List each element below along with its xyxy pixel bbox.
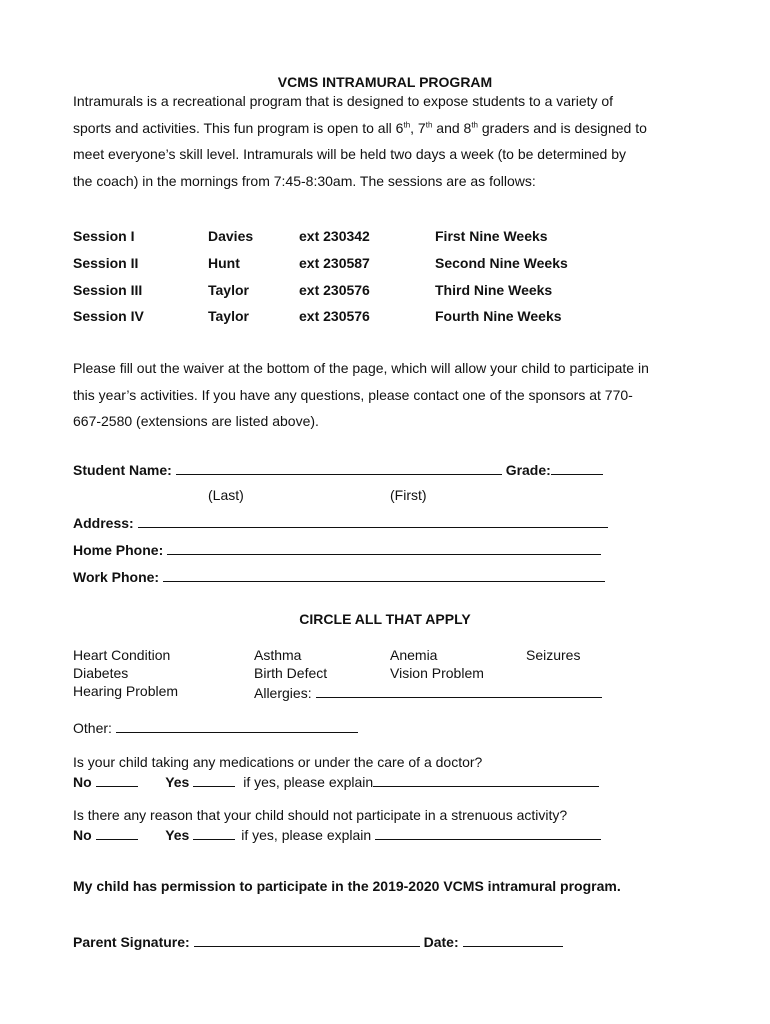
session-name: Session IV: [73, 308, 144, 324]
grade-field[interactable]: [551, 460, 603, 475]
home-phone-row: [73, 540, 601, 558]
session-sponsor: Taylor: [208, 282, 249, 298]
condition-birth-defect[interactable]: Birth Defect: [254, 665, 328, 681]
medications-explain-field[interactable]: [373, 772, 599, 787]
condition-anemia[interactable]: Anemia: [390, 647, 438, 663]
parent-signature-label: Parent Signature:: [73, 934, 190, 950]
waiver-line-3: 667-2580 (extensions are listed above).: [73, 413, 319, 430]
intro-line-4: the coach) in the mornings from 7:45-8:30am. The sessions are as follows:: [73, 173, 536, 190]
session-name: Session II: [73, 255, 139, 271]
date-label: Date:: [423, 934, 459, 950]
session-ext: ext 230576: [299, 308, 370, 324]
medications-answer-row: [73, 772, 599, 790]
strenuous-explain-field[interactable]: [375, 825, 601, 840]
waiver-line-1: Please fill out the waiver at the bottom of the page, which will allow your child to participate in: [73, 360, 649, 376]
session-ext: ext 230587: [299, 255, 370, 271]
allergies-label: Allergies:: [254, 685, 312, 701]
allergies-field[interactable]: [316, 683, 602, 698]
grade-label: Grade:: [505, 462, 551, 478]
strenuous-yes-label: Yes: [165, 827, 190, 843]
other-field[interactable]: [116, 718, 358, 733]
work-phone-row: [73, 567, 605, 585]
condition-hearing[interactable]: Hearing Problem: [73, 683, 179, 699]
session-period: Second Nine Weeks: [435, 255, 568, 271]
session-name: Session I: [73, 228, 135, 244]
medications-yes-label: Yes: [165, 774, 190, 790]
medications-yes-field[interactable]: [193, 772, 235, 787]
session-ext: ext 230576: [299, 282, 370, 298]
last-name-hint: (Last): [208, 487, 244, 503]
intro-line-1: Intramurals is a recreational program that is designed to expose students to a variety of: [73, 93, 614, 109]
intro-line-2: sports and activities. This fun program is open to all 6th, 7th and 8th graders and is designed to: [73, 119, 647, 136]
medications-no-field[interactable]: [96, 772, 138, 787]
other-label: Other:: [73, 720, 112, 736]
session-sponsor: Taylor: [208, 308, 249, 324]
strenuous-no-field[interactable]: [96, 825, 138, 840]
permission-statement: My child has permission to participate in the 2019-2020 VCMS intramural program.: [73, 878, 621, 894]
student-name-field[interactable]: [176, 460, 502, 475]
student-name-label: Student Name:: [73, 462, 172, 478]
first-name-hint: (First): [390, 487, 427, 503]
work-phone-label: Work Phone:: [73, 569, 160, 585]
session-name: Session III: [73, 282, 143, 298]
student-name-row: [73, 460, 603, 478]
home-phone-label: Home Phone:: [73, 542, 164, 558]
circle-all-heading: CIRCLE ALL THAT APPLY: [299, 611, 471, 627]
session-period: Fourth Nine Weeks: [435, 308, 562, 324]
condition-asthma[interactable]: Asthma: [254, 647, 302, 663]
intro-paragraph: [73, 88, 713, 195]
condition-diabetes[interactable]: Diabetes: [73, 665, 129, 681]
strenuous-answer-row: [73, 825, 601, 843]
session-sponsor: Davies: [208, 228, 254, 244]
session-period: First Nine Weeks: [435, 228, 548, 244]
session-period: Third Nine Weeks: [435, 282, 553, 298]
signature-row: [73, 932, 563, 950]
home-phone-field[interactable]: [167, 540, 601, 555]
strenuous-explain-label: if yes, please explain: [241, 827, 372, 843]
parent-signature-field[interactable]: [194, 932, 420, 947]
date-field[interactable]: [463, 932, 563, 947]
address-label: Address:: [73, 515, 134, 531]
other-row: [73, 718, 358, 736]
address-row: [73, 513, 608, 531]
waiver-line-2: this year’s activities. If you have any questions, please contact one of the sponsors at 770-: [73, 386, 633, 403]
condition-heart[interactable]: Heart Condition: [73, 647, 171, 663]
page-title: VCMS INTRAMURAL PROGRAM: [277, 74, 493, 90]
address-field[interactable]: [138, 513, 608, 528]
condition-seizures[interactable]: Seizures: [526, 647, 581, 663]
session-ext: ext 230342: [299, 228, 370, 244]
medications-no-label: No: [73, 774, 92, 790]
strenuous-yes-field[interactable]: [193, 825, 235, 840]
strenuous-no-label: No: [73, 827, 92, 843]
waiver-instructions: [73, 355, 713, 435]
session-sponsor: Hunt: [208, 255, 240, 271]
medications-explain-label: if yes, please explain: [243, 774, 374, 790]
allergies-row: [254, 683, 602, 701]
work-phone-field[interactable]: [163, 567, 605, 582]
condition-vision[interactable]: Vision Problem: [390, 665, 484, 681]
strenuous-question: Is there any reason that your child should not participate in a strenuous activity?: [73, 807, 568, 823]
medications-question: Is your child taking any medications or under the care of a doctor?: [73, 754, 483, 770]
intro-line-3: meet everyone’s skill level. Intramurals will be held two days a week (to be determined by: [73, 146, 626, 163]
